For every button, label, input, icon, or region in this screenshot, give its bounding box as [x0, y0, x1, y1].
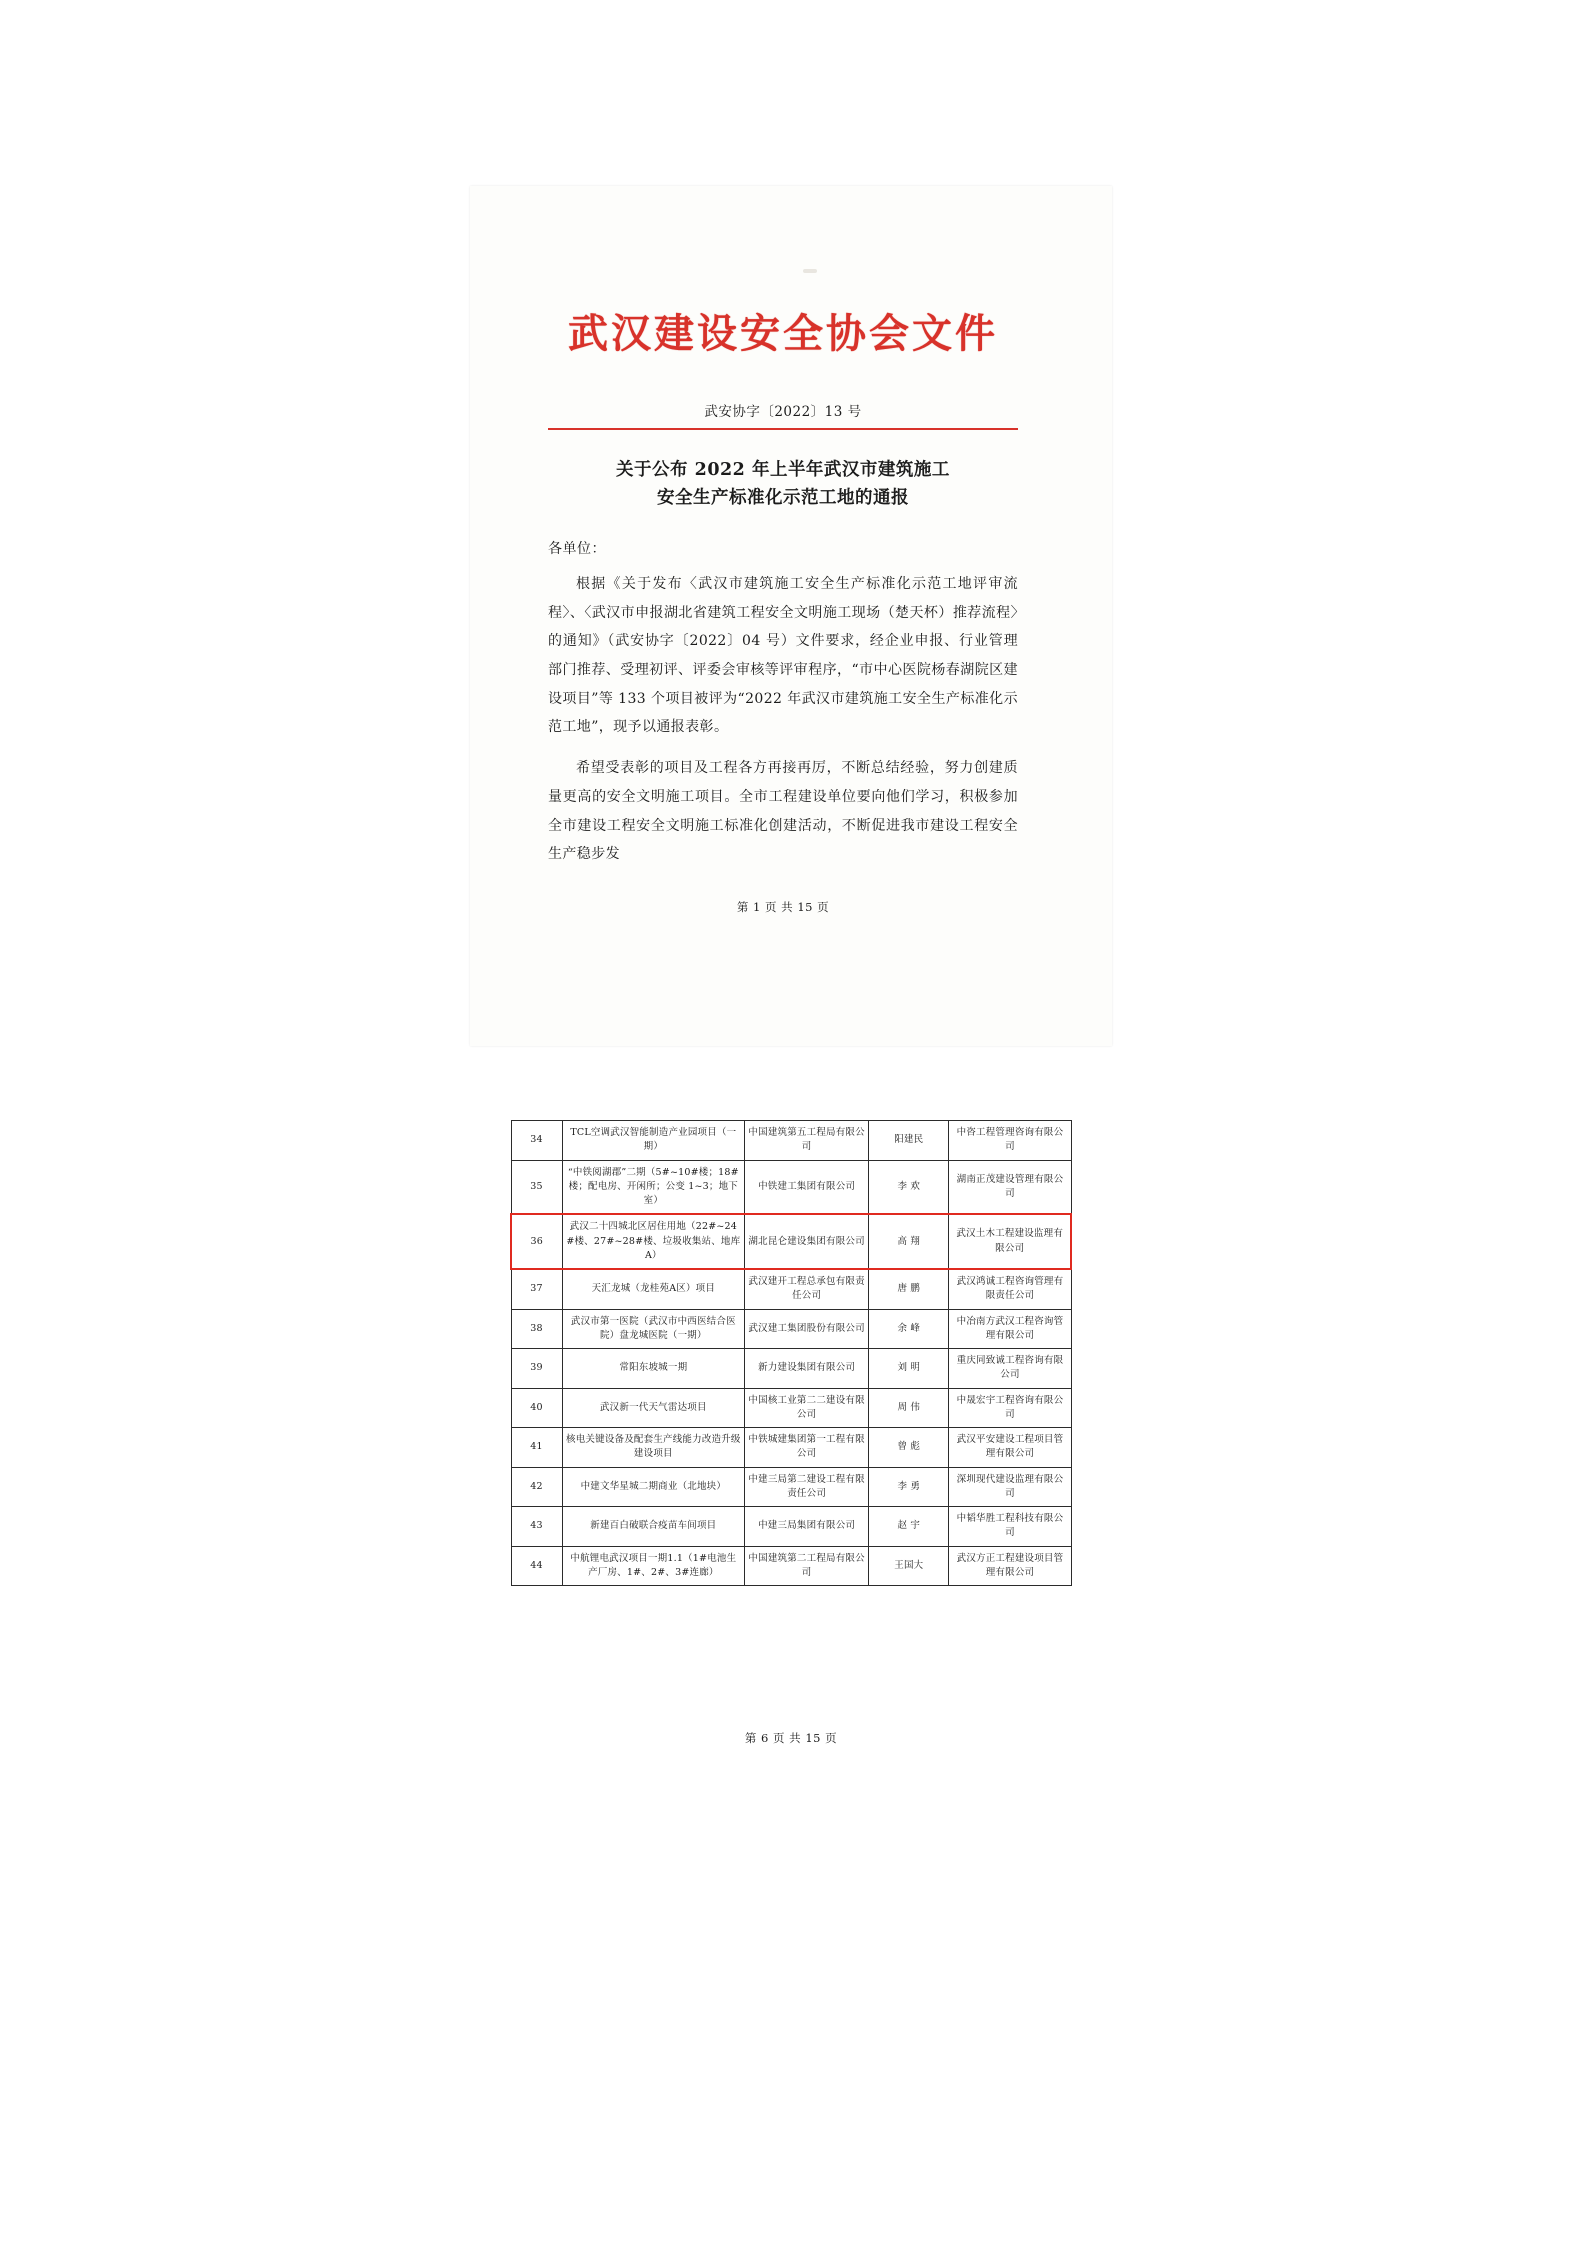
row-number-cell: 43	[511, 1507, 562, 1547]
responsible-person-cell: 李 欢	[869, 1160, 949, 1214]
construction-unit-cell: 武汉建开工程总承包有限责任公司	[745, 1269, 869, 1309]
construction-unit-cell: 新力建设集团有限公司	[745, 1349, 869, 1389]
supervision-unit-cell: 中咨工程管理咨询有限公司	[949, 1121, 1071, 1161]
body-paragraph-1: 根据《关于发布〈武汉市建筑施工安全生产标准化示范工地评审流程〉、〈武汉市申报湖北省建筑工程安全文明施工现场（楚天杯）推荐流程〉的通知》（武安协字〔2022〕04 号）文件要求，经企业申报、行业管理部门推荐、受理初评、评委会审核等评审程序，“市中心医院杨春湖院区建设项目”等 133 个项目被评为“2022 年武汉市建筑施工安全生产标准化示范工地”，现予以通报表彰。	[548, 576, 1018, 736]
table-row	[511, 1388, 1071, 1428]
row-number-cell: 39	[511, 1349, 562, 1389]
project-name-cell: TCL空调武汉智能制造产业园项目（一期）	[562, 1121, 744, 1161]
page-1-footer: 第 1 页 共 15 页	[736, 899, 830, 914]
page-title	[548, 456, 1018, 512]
body-paragraph-2: 希望受表彰的项目及工程各方再接再厉，不断总结经验，努力创建质量更高的安全文明施工项目。全市工程建设单位要向他们学习，积极参加全市建设工程安全文明施工标准化创建活动，不断促进我市建设工程安全生产稳步发	[548, 760, 1018, 863]
supervision-unit-cell: 中韬华胜工程科技有限公司	[949, 1507, 1071, 1547]
project-name-cell: “中铁阅湖郡”二期（5#~10#楼；18#楼；配电房、开闲所；公变 1~3；地下室）	[562, 1160, 744, 1214]
supervision-unit-cell: 武汉平安建设工程项目管理有限公司	[949, 1428, 1071, 1468]
row-number-cell: 35	[511, 1160, 562, 1214]
row-number-cell: 41	[511, 1428, 562, 1468]
table-row	[511, 1269, 1071, 1309]
supervision-unit-cell: 武汉土木工程建设监理有限公司	[949, 1214, 1071, 1269]
page-1-content	[548, 246, 1018, 915]
page-title-line-2: 安全生产标准化示范工地的通报	[657, 488, 909, 508]
construction-unit-cell: 中铁城建集团第一工程有限公司	[745, 1428, 869, 1468]
responsible-person-cell: 赵 宇	[869, 1507, 949, 1547]
supervision-unit-cell: 武汉方正工程建设项目管理有限公司	[949, 1546, 1071, 1586]
construction-unit-cell: 湖北昆仑建设集团有限公司	[745, 1214, 869, 1269]
project-list-table	[510, 1120, 1072, 1586]
supervision-unit-cell: 中晟宏宇工程咨询有限公司	[949, 1388, 1071, 1428]
project-name-cell: 中建文华星城二期商业（北地块）	[562, 1467, 744, 1507]
project-name-cell: 天汇龙城（龙桂苑A区）项目	[562, 1269, 744, 1309]
row-number-cell: 42	[511, 1467, 562, 1507]
table-row	[511, 1121, 1071, 1161]
red-divider	[548, 428, 1018, 430]
table-row	[511, 1160, 1071, 1214]
construction-unit-cell: 武汉建工集团股份有限公司	[745, 1309, 869, 1349]
construction-unit-cell: 中建三局集团有限公司	[745, 1507, 869, 1547]
document-page-2	[470, 1090, 1112, 1960]
project-name-cell: 新建百白破联合疫苗车间项目	[562, 1507, 744, 1547]
responsible-person-cell: 李 勇	[869, 1467, 949, 1507]
supervision-unit-cell: 重庆同致诚工程咨询有限公司	[949, 1349, 1071, 1389]
construction-unit-cell: 中国建筑第二工程局有限公司	[745, 1546, 869, 1586]
row-number-cell: 36	[511, 1214, 562, 1269]
supervision-unit-cell: 武汉鸿诚工程咨询管理有限责任公司	[949, 1269, 1071, 1309]
page-2-footer: 第 6 页 共 15 页	[744, 1731, 838, 1745]
construction-unit-cell: 中铁建工集团有限公司	[745, 1160, 869, 1214]
document-page-1	[470, 186, 1112, 1046]
supervision-unit-cell: 湖南正茂建设管理有限公司	[949, 1160, 1071, 1214]
responsible-person-cell: 高 翔	[869, 1214, 949, 1269]
project-name-cell: 核电关键设备及配套生产线能力改造升级建设项目	[562, 1428, 744, 1468]
responsible-person-cell: 王国大	[869, 1546, 949, 1586]
table-row	[511, 1507, 1071, 1547]
responsible-person-cell: 曾 彪	[869, 1428, 949, 1468]
page-title-line-1: 关于公布 2022 年上半年武汉市建筑施工	[616, 460, 950, 480]
responsible-person-cell: 周 伟	[869, 1388, 949, 1428]
row-number-cell: 44	[511, 1546, 562, 1586]
table-row	[511, 1214, 1071, 1269]
responsible-person-cell: 余 峰	[869, 1309, 949, 1349]
construction-unit-cell: 中国建筑第五工程局有限公司	[745, 1121, 869, 1161]
row-number-cell: 40	[511, 1388, 562, 1428]
project-name-cell: 武汉市第一医院（武汉市中西医结合医院）盘龙城医院（一期）	[562, 1309, 744, 1349]
table-row	[511, 1467, 1071, 1507]
document-masthead: 武汉建设安全协会文件	[568, 310, 998, 357]
table-row	[511, 1546, 1071, 1586]
table-row	[511, 1349, 1071, 1389]
row-number-cell: 37	[511, 1269, 562, 1309]
salutation: 各单位：	[548, 541, 606, 557]
row-number-cell: 38	[511, 1309, 562, 1349]
document-number: 武安协字〔2022〕13 号	[704, 404, 862, 420]
project-name-cell: 武汉新一代天气雷达项目	[562, 1388, 744, 1428]
table-row	[511, 1309, 1071, 1349]
supervision-unit-cell: 中冶南方武汉工程咨询管理有限公司	[949, 1309, 1071, 1349]
project-name-cell: 武汉二十四城北区居住用地（22#~24#楼、27#~28#楼、垃圾收集站、地库A）	[562, 1214, 744, 1269]
responsible-person-cell: 刘 明	[869, 1349, 949, 1389]
row-number-cell: 34	[511, 1121, 562, 1161]
responsible-person-cell: 唐 鹏	[869, 1269, 949, 1309]
construction-unit-cell: 中建三局第二建设工程有限责任公司	[745, 1467, 869, 1507]
construction-unit-cell: 中国核工业第二二建设有限公司	[745, 1388, 869, 1428]
project-name-cell: 常阳东坡城一期	[562, 1349, 744, 1389]
responsible-person-cell: 阳建民	[869, 1121, 949, 1161]
project-name-cell: 中航锂电武汉项目一期1.1（1#电池生产厂房、1#、2#、3#连廊）	[562, 1546, 744, 1586]
supervision-unit-cell: 深圳现代建设监理有限公司	[949, 1467, 1071, 1507]
table-row	[511, 1428, 1071, 1468]
